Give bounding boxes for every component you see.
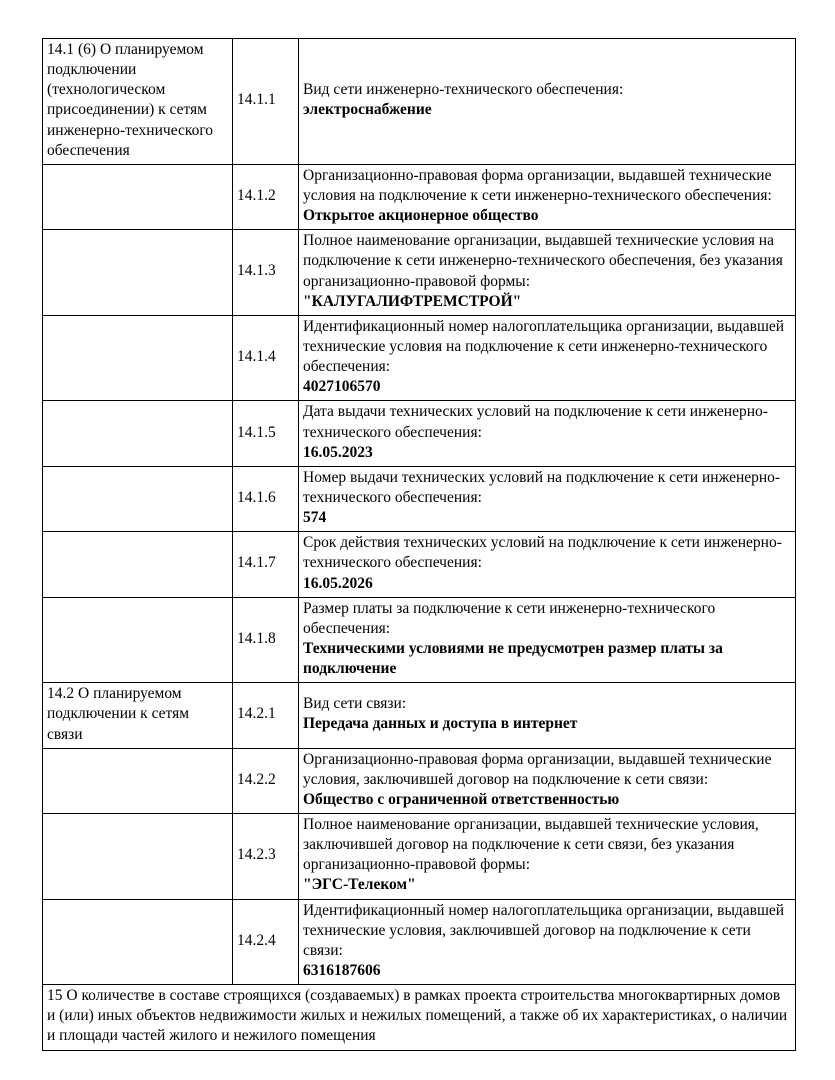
declaration-table <box>42 38 796 1051</box>
table-row <box>43 748 796 813</box>
field-label: Полное наименование организации, выдавшей технические условия на подключение к сети инженерно-технического обеспечения, без указания организационно-правовой формы: <box>303 232 783 290</box>
content-cell <box>299 401 796 466</box>
field-value: Открытое акционерное общество <box>303 207 539 225</box>
table-row <box>43 899 796 985</box>
section-cell <box>43 532 233 597</box>
field-label: Вид сети инженерно-технического обеспечения: <box>303 81 624 99</box>
content-cell <box>299 532 796 597</box>
content-cell <box>299 466 796 531</box>
content-cell <box>299 899 796 985</box>
section-cell <box>43 899 233 985</box>
item-number: 14.1.1 <box>233 39 299 165</box>
section-cell: 14.2 О планируемом подключении к сетям связи <box>43 683 233 748</box>
section-cell <box>43 814 233 900</box>
item-number: 14.1.6 <box>233 466 299 531</box>
item-number: 14.2.3 <box>233 814 299 900</box>
field-value: Техническими условиями не предусмотрен размер платы за подключение <box>303 639 723 678</box>
content-cell <box>299 315 796 401</box>
section-cell <box>43 597 233 683</box>
table-row <box>43 814 796 900</box>
field-value: 574 <box>303 509 327 527</box>
field-value: Общество с ограниченной ответственностью <box>303 790 620 808</box>
item-number: 14.2.2 <box>233 748 299 813</box>
table-row <box>43 466 796 531</box>
content-cell <box>299 597 796 683</box>
field-label: Организационно-правовая форма организации, выдавшей технические условия, заключившей договор на подключение к сети связи: <box>303 750 772 788</box>
item-number: 14.2.4 <box>233 899 299 985</box>
table-row <box>43 532 796 597</box>
field-label: Размер платы за подключение к сети инженерно-технического обеспечения: <box>303 599 716 637</box>
field-value: Передача данных и доступа в интернет <box>303 715 578 733</box>
table-row <box>43 39 796 165</box>
field-label: Полное наименование организации, выдавшей технические условия, заключившей договор на подключение к сети связи, без указания организационно-правовой формы: <box>303 816 759 874</box>
table-row <box>43 683 796 748</box>
field-value: 16.05.2026 <box>303 574 373 592</box>
field-value: "КАЛУГАЛИФТРЕМСТРОЙ" <box>303 292 522 310</box>
field-value: электроснабжение <box>303 101 432 119</box>
section-cell <box>43 230 233 316</box>
section-cell <box>43 315 233 401</box>
item-number: 14.1.7 <box>233 532 299 597</box>
content-cell <box>299 164 796 229</box>
content-cell <box>299 39 796 165</box>
field-value: 16.05.2023 <box>303 443 373 461</box>
field-label: Номер выдачи технических условий на подключение к сети инженерно-технического обеспечения: <box>303 468 781 506</box>
section-cell: 14.1 (6) О планируемом подключении (технологическом присоединении) к сетям инженерно-технического обеспечения <box>43 39 233 165</box>
section-cell <box>43 164 233 229</box>
item-number: 14.1.3 <box>233 230 299 316</box>
table-row <box>43 985 796 1050</box>
table-row <box>43 315 796 401</box>
field-value: "ЭГС-Телеком" <box>303 876 416 894</box>
field-label: Срок действия технических условий на подключение к сети инженерно-технического обеспечения: <box>303 534 782 572</box>
table-row <box>43 401 796 466</box>
field-label: Вид сети связи: <box>303 695 407 713</box>
table-row <box>43 230 796 316</box>
item-number: 14.1.5 <box>233 401 299 466</box>
section-cell <box>43 748 233 813</box>
item-number: 14.1.2 <box>233 164 299 229</box>
field-label: Дата выдачи технических условий на подключение к сети инженерно-технического обеспечения: <box>303 403 768 441</box>
item-number: 14.2.1 <box>233 683 299 748</box>
content-cell <box>299 814 796 900</box>
section-cell <box>43 466 233 531</box>
field-value: 4027106570 <box>303 378 381 396</box>
content-cell <box>299 230 796 316</box>
item-number: 14.1.4 <box>233 315 299 401</box>
field-label: Идентификационный номер налогоплательщика организации, выдавшей технические условия на подключение к сети инженерно-технического обеспечения: <box>303 317 785 376</box>
section-cell <box>43 401 233 466</box>
table-row <box>43 597 796 683</box>
section-15-header: 15 О количестве в составе строящихся (создаваемых) в рамках проекта строительства многоквартирных домов и (или) иных объектов недвижимости жилых и нежилых помещений, а также об их характеристиках, о наличии и площади частей жилого и нежилого помещения <box>43 985 796 1050</box>
table-row <box>43 164 796 229</box>
content-cell <box>299 683 796 748</box>
field-label: Идентификационный номер налогоплательщика организации, выдавшей технические условия, заключившей договор на подключение к сети связи: <box>303 901 785 959</box>
item-number: 14.1.8 <box>233 597 299 683</box>
field-label: Организационно-правовая форма организации, выдавшей технические условия на подключение к сети инженерно-технического обеспечения: <box>303 166 772 204</box>
content-cell <box>299 748 796 813</box>
field-value: 6316187606 <box>303 962 381 980</box>
